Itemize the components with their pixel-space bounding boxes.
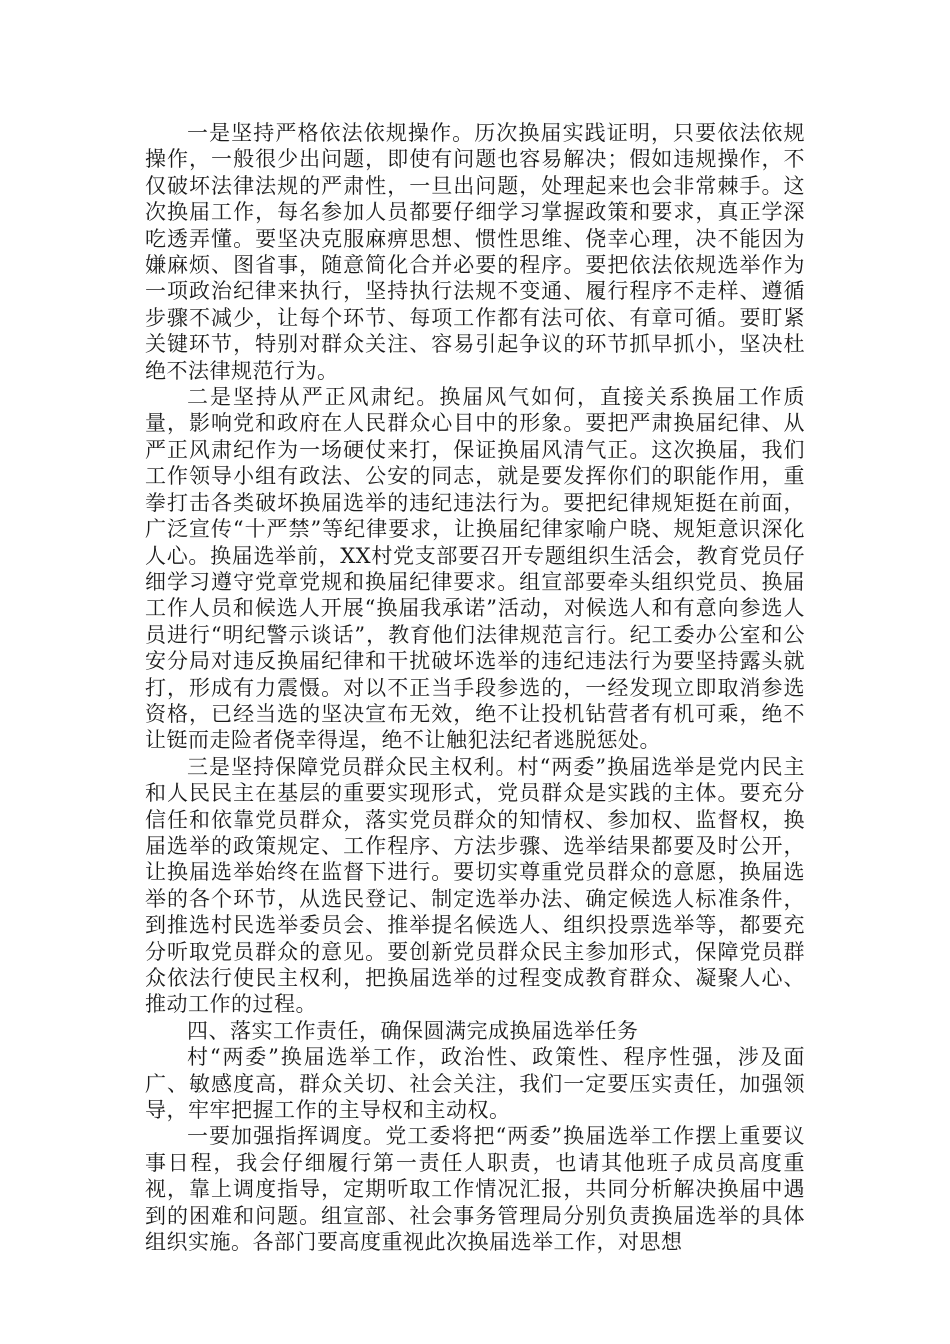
document-body [145, 120, 805, 1255]
paragraph-3: 三是坚持保障党员群众民主权利。村“两委”换届选举是党内民主和人民民主在基层的重要实现形式，党员群众是实践的主体。要充分信任和依靠党员群众，落实党员群众的知情权、参加权、监督权，换届选举的政策规定、工作程序、方法步骤、选举结果都要及时公开，让换届选举始终在监督下进行。要切实尊重党员群众的意愿，换届选举的各个环节，从选民登记、制定选举办法、确定候选人标准条件，到推选村民选举委员会、推举提名候选人、组织投票选举等，都要充分听取党员群众的意见。要创新党员群众民主参加形式，保障党员群众依法行使民主权利，把换届选举的过程变成教育群众、凝聚人心、推动工作的过程。 [145, 754, 805, 1017]
paragraph-2: 二是坚持从严正风肃纪。换届风气如何，直接关系换届工作质量，影响党和政府在人民群众心目中的形象。要把严肃换届纪律、从严正风肃纪作为一场硬仗来打，保证换届风清气正。这次换届，我们工作领导小组有政法、公安的同志，就是要发挥你们的职能作用，重拳打击各类破坏换届选举的违纪违法行为。要把纪律规矩挺在前面，广泛宣传“十严禁”等纪律要求，让换届纪律家喻户晓、规矩意识深化人心。换届选举前，XX村党支部要召开专题组织生活会，教育党员仔细学习遵守党章党规和换届纪律要求。组宣部要牵头组织党员、换届工作人员和候选人开展“换届我承诺”活动，对候选人和有意向参选人员进行“明纪警示谈话”，教育他们法律规范言行。纪工委办公室和公安分局对违反换届纪律和干扰破坏选举的违纪违法行为要坚持露头就打，形成有力震慑。对以不正当手段参选的，一经发现立即取消参选资格，已经当选的坚决宣布无效，绝不让投机钻营者有机可乘，绝不让铤而走险者侥幸得逞，绝不让触犯法纪者逃脱惩处。 [145, 385, 805, 753]
section-heading-4: 四、落实工作责任，确保圆满完成换届选举任务 [187, 1018, 639, 1043]
paragraph-6: 一要加强指挥调度。党工委将把“两委”换届选举工作摆上重要议事日程，我会仔细履行第一责任人职责，也请其他班子成员高度重视，靠上调度指导，定期听取工作情况汇报，共同分析解决换届中遇到的困难和问题。组宣部、社会事务管理局分别负责换届选举的具体组织实施。各部门要高度重视此次换届选举工作，对思想 [145, 1124, 805, 1255]
paragraph-5: 村“两委”换届选举工作，政治性、政策性、程序性强，涉及面广、敏感度高，群众关切、社会关注，我们一定要压实责任，加强领导，牢牢把握工作的主导权和主动权。 [145, 1045, 805, 1123]
paragraph-1: 一是坚持严格依法依规操作。历次换届实践证明，只要依法依规操作，一般很少出问题，即使有问题也容易解决；假如违规操作，不仅破坏法律法规的严肃性，一旦出问题，处理起来也会非常棘手。这次换届工作，每名参加人员都要仔细学习掌握政策和要求，真正学深吃透弄懂。要坚决克服麻痹思想、惯性思维、侥幸心理，决不能因为嫌麻烦、图省事，随意简化合并必要的程序。要把依法依规选举作为一项政治纪律来执行，坚持执行法规不变通、履行程序不走样、遵循步骤不减少，让每个环节、每项工作都有法可依、有章可循。要盯紧关键环节，特别对群众关注、容易引起争议的环节抓早抓小，坚决杜绝不法律规范行为。 [145, 121, 805, 383]
